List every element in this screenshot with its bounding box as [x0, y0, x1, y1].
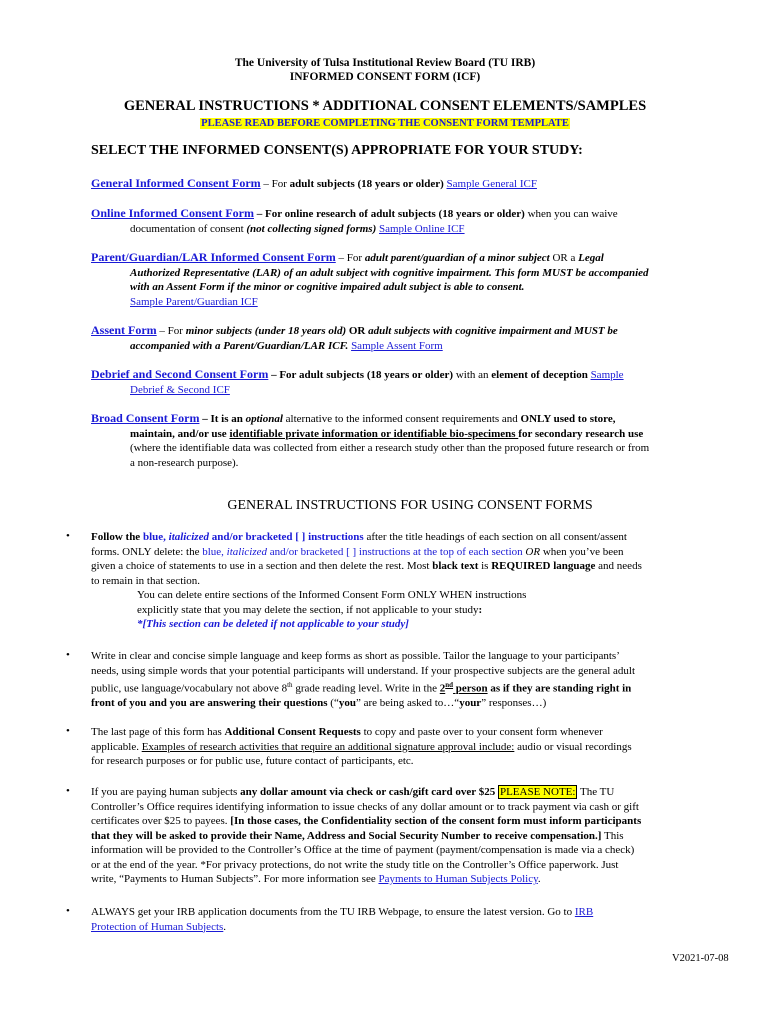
b5-l2b: . — [223, 920, 227, 933]
page-title: GENERAL INSTRUCTIONS * ADDITIONAL CONSENT ELEMENTS/SAMPLES — [123, 98, 647, 114]
b2-l4b: (“ — [327, 697, 339, 710]
b5-l1a: ALWAYS get your IRB application documents from the TU IRB Webpage, to ensure the latest version. Go to — [91, 906, 575, 918]
b2-l3e: as if they are standing right in — [487, 682, 632, 695]
bullet-icon: • — [66, 905, 70, 917]
instruction-4 — [91, 785, 731, 887]
sample-general-link[interactable]: Sample General ICF — [446, 178, 537, 190]
debrief-desc: adult subjects (18 years or older) — [298, 369, 454, 381]
b1-l3e: and needs — [595, 560, 642, 572]
online-desc-plain: when you can waive — [524, 208, 618, 220]
parent-desc: adult parent/guardian of a minor subject — [364, 252, 550, 264]
header-line-2: INFORMED CONSENT FORM (ICF) — [289, 71, 481, 83]
with-text: with an — [453, 369, 492, 381]
b4-l2: Controller’s Office requires identifying information to issue checks of any dollar amount or to track payment via cash or gift — [91, 800, 639, 813]
form-entry-general — [91, 176, 731, 192]
form-entry-broad — [91, 411, 731, 470]
optional-text: optional — [245, 413, 283, 425]
b2-l3b: grade reading level. Write in the — [292, 682, 440, 695]
b1-s1: You can delete entire sections of the Informed Consent Form ONLY WHEN instructions — [137, 589, 527, 601]
general-desc: adult subjects (18 years or older) — [289, 178, 444, 190]
form-entry-parent — [91, 250, 731, 309]
b4-l1a: If you are paying human subjects — [91, 786, 241, 798]
broad-line4: a non-research purpose). — [130, 456, 239, 469]
b2-l4c: you — [338, 697, 356, 710]
b3-l2a: applicable. — [91, 740, 142, 753]
irb-link[interactable]: IRB — [574, 906, 594, 918]
assent-desc: minor subjects (under 18 years old) — [185, 325, 347, 337]
assent-line2: accompanied with a Parent/Guardian/LAR ICF. — [130, 339, 349, 352]
dash-text: – For — [260, 178, 290, 190]
b2-l4a: front of you and you are answering their questions — [91, 697, 328, 710]
broad-line3: (where the identifiable data was collected from either a research study other than the proposed future research or from — [130, 442, 650, 454]
parent-desc-2: Legal — [578, 252, 604, 264]
sample-assent-link[interactable]: Sample Assent Form — [351, 339, 443, 352]
broad-line2a: maintain, and/or use — [130, 427, 230, 440]
b1-l3b: black text — [432, 560, 479, 572]
instruction-5 — [91, 905, 731, 934]
version-label: V2021-07-08 — [672, 953, 729, 964]
sample-debrief-link-2[interactable]: Debrief & Second ICF — [130, 383, 230, 396]
dash-text: – For — [254, 208, 285, 220]
form-entry-debrief — [91, 367, 731, 397]
bullet-icon: • — [66, 530, 70, 542]
or-text: OR — [346, 325, 369, 337]
select-heading: SELECT THE INFORMED CONSENT(S) APPROPRIATE FOR YOUR STUDY: — [91, 143, 583, 158]
payments-policy-link[interactable]: Payments to Human Subjects Policy — [378, 873, 538, 885]
instruction-1 — [91, 530, 731, 632]
online-consent-link[interactable]: Online Informed Consent Form — [91, 206, 254, 220]
b4-l5: information will be provided to the Controller’s Office at the time of payment (payment/compensation is made via a check) — [91, 844, 635, 856]
b1-s3: *[This section can be deleted if not applicable to your study] — [137, 618, 409, 630]
or-text: OR a — [549, 252, 579, 264]
b4-l7a: write, “Payments to Human Subjects”. For more information see — [91, 873, 379, 885]
protection-human-subjects-link[interactable]: Protection of Human Subjects — [91, 920, 224, 933]
b2-l4e: your — [459, 697, 482, 710]
bullet-icon: • — [66, 649, 70, 661]
b1-s2colon: : — [478, 603, 483, 616]
bullet-icon: • — [66, 785, 70, 797]
b4-l4b: This — [601, 829, 624, 842]
b3-l1c: to copy and paste over to your consent form whenever — [360, 726, 603, 738]
parent-line2: Authorized Representative (LAR) of an adult subject with cognitive impairment. This form MUST be accompanied — [130, 266, 649, 279]
online-line2-emph: (not collecting signed forms) — [246, 222, 377, 235]
instruction-3 — [91, 725, 731, 769]
sample-debrief-link-1[interactable]: Sample — [590, 369, 624, 381]
b4-l3a: certificates over $25 to payees. — [91, 815, 231, 827]
b2-l3sup: th — [287, 681, 293, 689]
b3-l2u: Examples of research activities that require an additional signature approval include: — [141, 740, 515, 753]
b1-s2: explicitly state that you may delete the section, if not applicable to your study — [137, 603, 479, 616]
online-line2: documentation of consent — [130, 222, 247, 235]
b4-l3b: [In those cases, the Confidentiality section of the consent form must inform participants — [230, 815, 642, 827]
broad-consent-link[interactable]: Broad Consent Form — [91, 411, 200, 425]
b1-blue: blue, — [142, 531, 169, 543]
broad-line2u: identifiable private information or identifiable bio-specimens — [229, 427, 519, 440]
broad-only: ONLY used to store, — [520, 413, 616, 425]
broad-desc: alternative to the informed consent requirements and — [282, 413, 521, 425]
b4-l4a: that they will be asked to provide their Name, Address and Social Security Number to receive compensation.] — [91, 829, 602, 842]
b2-l3d: person — [453, 682, 488, 695]
b2-l2: needs, using simple words that your potential participants will understand. If your prospective subjects are the general adult — [91, 664, 636, 677]
b2-l4f: ” responses…) — [481, 697, 547, 710]
b2-l4d: ” are being asked to…“ — [355, 697, 460, 710]
form-entry-assent — [91, 323, 731, 353]
sample-online-link[interactable]: Sample Online ICF — [379, 222, 465, 235]
form-entry-online — [91, 206, 731, 236]
b1-l2rest: when you’ve been — [540, 545, 624, 558]
b1-and: and/or bracketed [ ] instructions — [208, 531, 364, 543]
b1-rest: after the title headings of each section on all consent/assent — [363, 531, 627, 543]
b3-l1b: Additional Consent Requests — [224, 726, 361, 738]
b2-l3c: 2 — [439, 682, 446, 695]
dash-text: – For — [268, 369, 299, 381]
parent-consent-link[interactable]: Parent/Guardian/LAR Informed Consent Form — [91, 250, 336, 264]
b1-a: Follow the — [91, 531, 143, 543]
please-note-badge: PLEASE NOTE: — [499, 786, 576, 798]
b3-l1a: The last page of this form has — [91, 726, 225, 738]
read-notice: PLEASE READ BEFORE COMPLETING THE CONSENT FORM TEMPLATE — [201, 118, 569, 129]
assent-form-link[interactable]: Assent Form — [91, 323, 157, 337]
debrief-desc-2: element of deception — [491, 369, 588, 381]
b1-l2or: OR — [522, 545, 541, 558]
b1-l3c: is — [478, 560, 492, 572]
sample-parent-link[interactable]: Sample Parent/Guardian ICF — [130, 295, 258, 308]
online-desc: online research of adult subjects (18 years or older) — [284, 208, 525, 220]
b1-l4: to remain in that section. — [91, 574, 201, 587]
b3-l3: for research purposes or for public use, future contact of participants, etc. — [91, 755, 414, 767]
debrief-consent-link[interactable]: Debrief and Second Consent Form — [91, 367, 269, 381]
b2-l1: Write in clear and concise simple language and keep forms as short as possible. Tailor the language to your participants’ — [91, 650, 620, 662]
dash-text: – For — [156, 325, 186, 337]
b1-l2blue: blue, — [202, 545, 227, 558]
broad-line2b: for secondary research use — [518, 427, 644, 440]
b1-l3d: REQUIRED language — [491, 560, 596, 572]
b4-l6: or at the end of the year. *For privacy protections, do not write the study title on the Controller’s Office paperwork. Just — [91, 858, 619, 871]
b4-l7b: . — [537, 873, 541, 885]
b2-l3sup2: nd — [445, 681, 454, 689]
assent-desc-2: adult subjects with cognitive impairment and MUST be — [368, 325, 618, 337]
b1-l2a: forms. ONLY delete: the — [91, 545, 203, 558]
b1-l2blue2: and/or bracketed [ ] instructions at the top of each section — [267, 545, 523, 558]
dash-text: – For — [335, 252, 365, 264]
b2-l3a: public, use language/vocabulary not above 8 — [91, 682, 288, 695]
b4-l1c: The TU — [577, 786, 615, 798]
instructions-heading: GENERAL INSTRUCTIONS FOR USING CONSENT FORMS — [227, 498, 593, 513]
dash-text: – It is an — [199, 413, 246, 425]
b1-italic: italicized — [168, 531, 209, 543]
institution-header — [0, 56, 770, 84]
parent-line3: with an Assent Form if the minor or cognitive impaired adult subject is able to consent. — [130, 281, 525, 293]
b4-l1b: any dollar amount via check or cash/gift card over $25 — [240, 786, 496, 798]
general-consent-link[interactable]: General Informed Consent Form — [91, 176, 261, 190]
bullet-icon: • — [66, 725, 70, 737]
instruction-2 — [91, 649, 731, 711]
b1-l3a: given a choice of statements to use in a section and then delete the rest. Most — [91, 560, 433, 572]
b1-l2italic: italicized — [226, 545, 267, 558]
header-line-1: The University of Tulsa Institutional Review Board (TU IRB) — [234, 57, 536, 69]
b3-l2b: audio or visual recordings — [514, 740, 632, 753]
